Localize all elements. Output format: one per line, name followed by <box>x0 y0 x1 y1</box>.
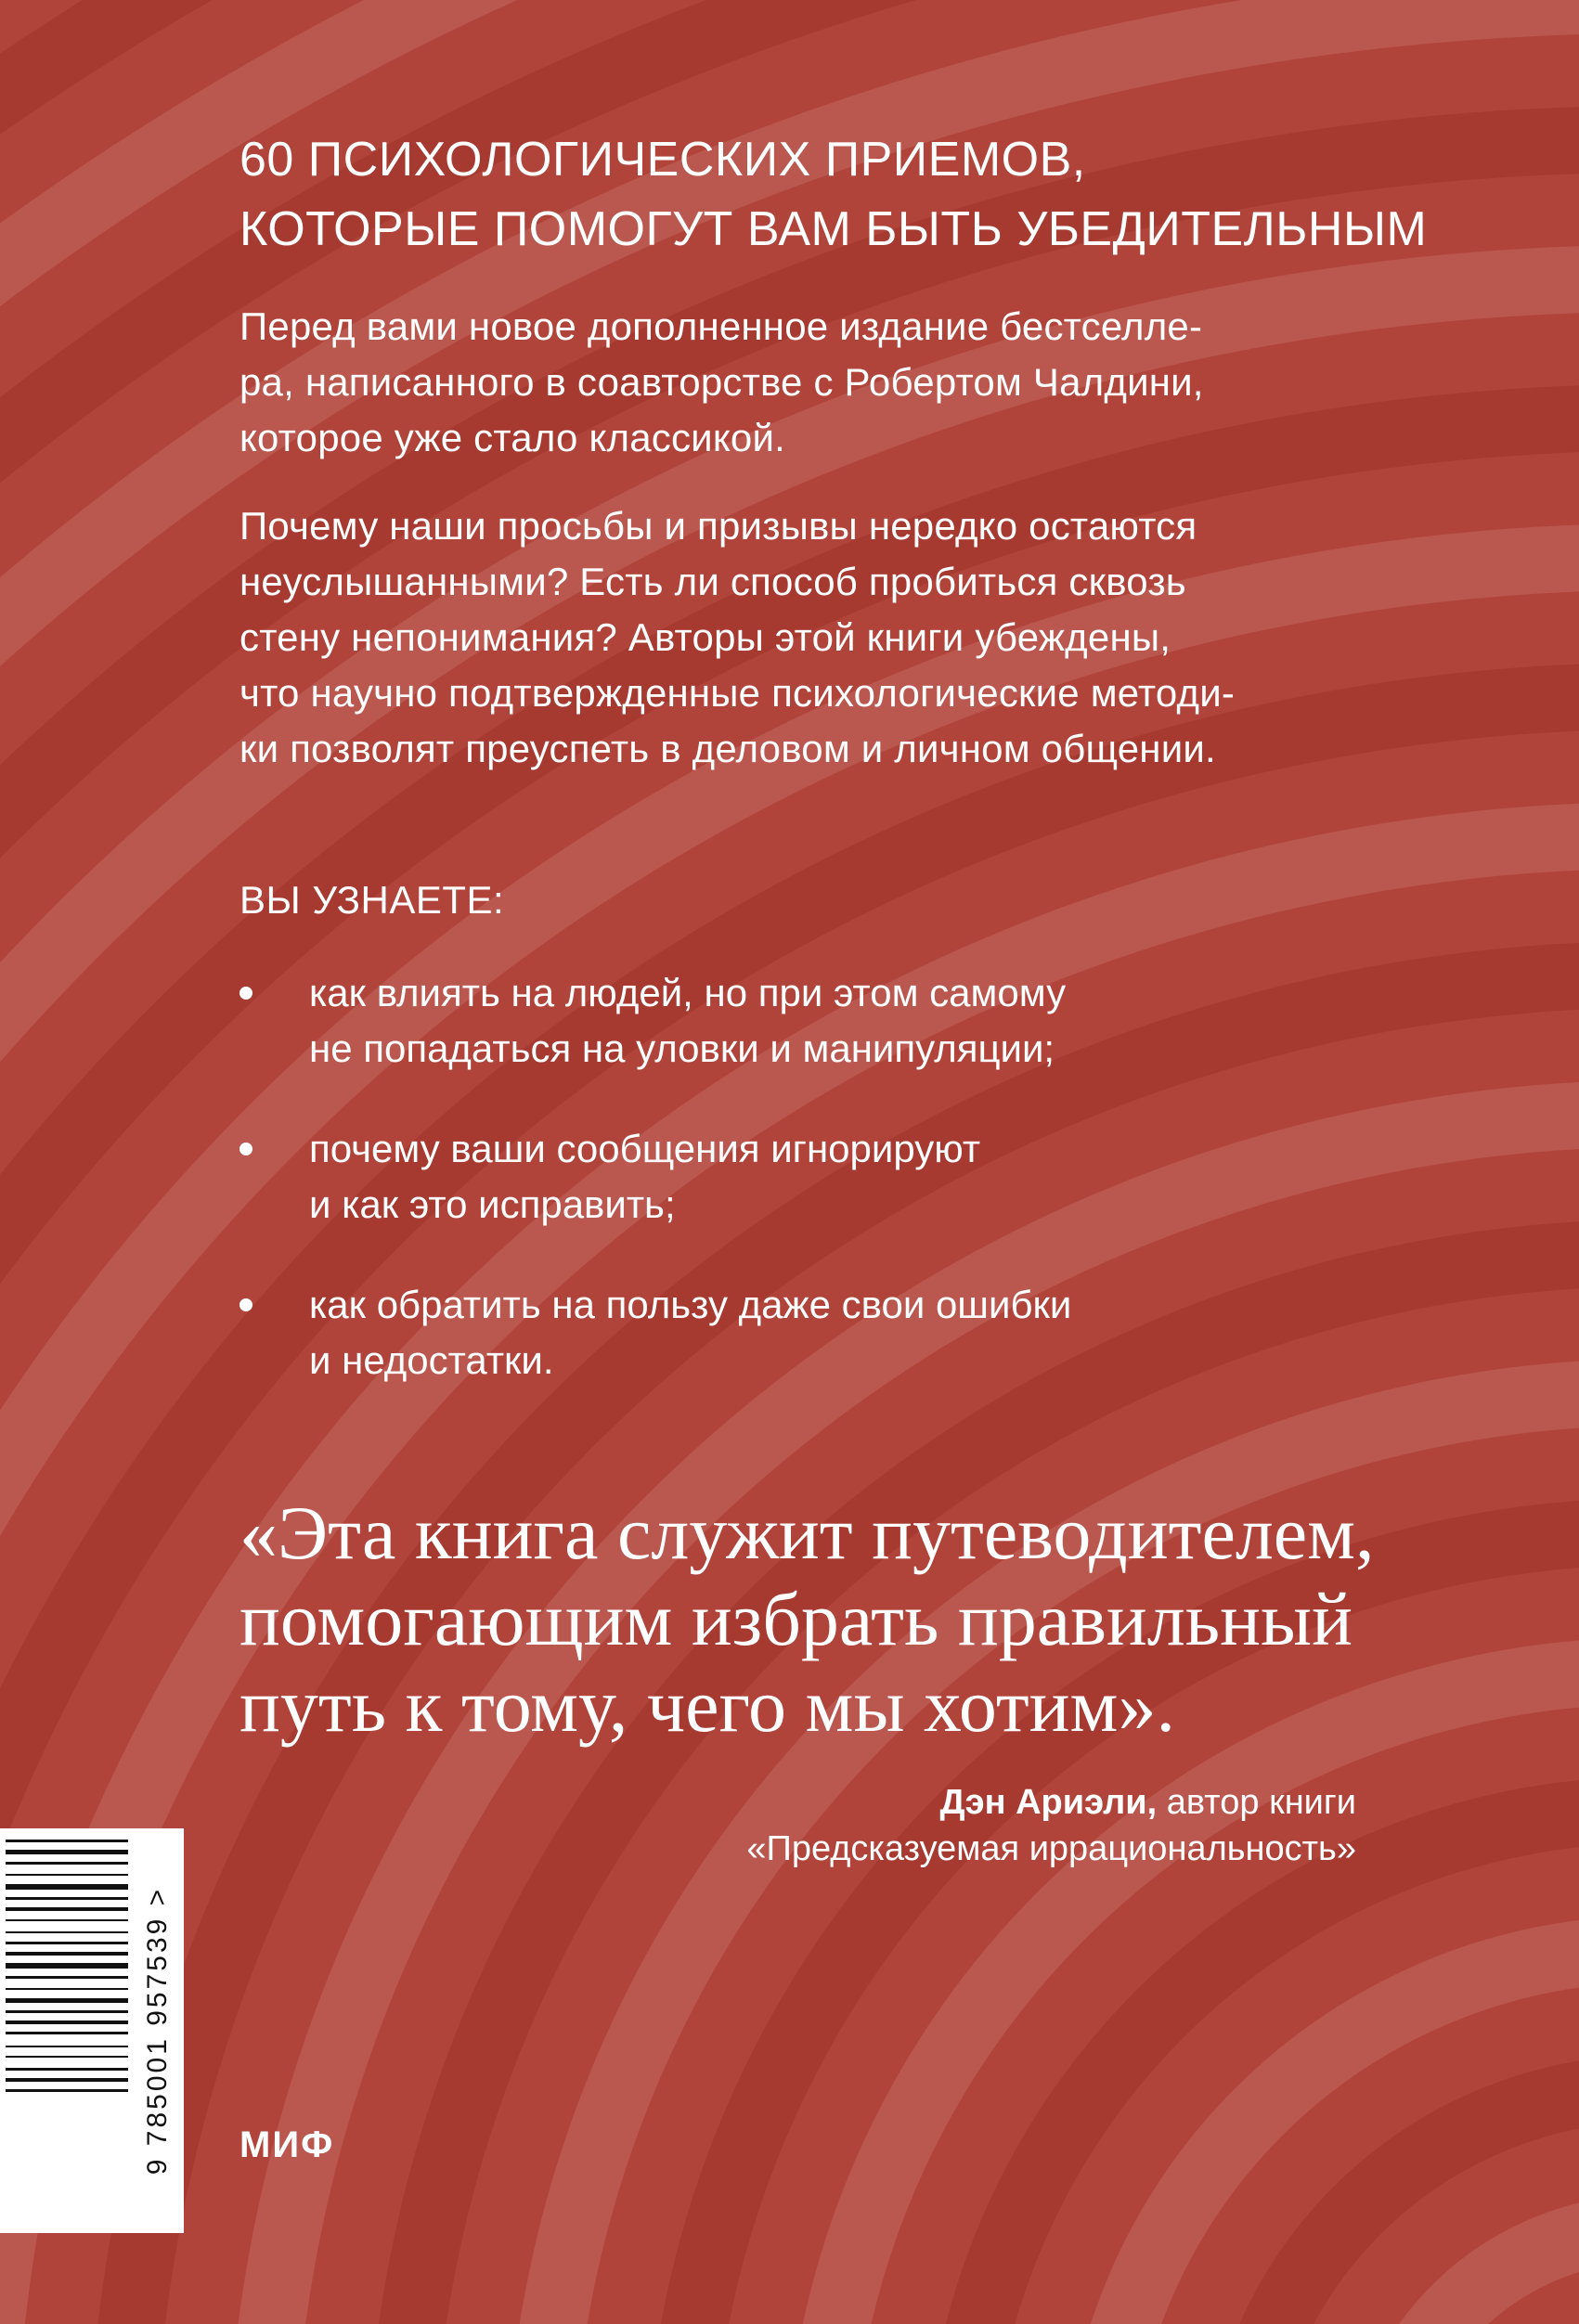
learn-item-line: почему ваши сообщения игнорируют <box>309 1127 981 1170</box>
learn-item-line: и недостатки. <box>309 1338 554 1382</box>
headline-line: 60 ПСИХОЛОГИЧЕСКИХ ПРИЕМОВ, <box>239 133 1086 187</box>
barcode-bar <box>6 1874 128 1876</box>
quote-line: «Эта книга служит путеводителем, <box>239 1491 1375 1575</box>
body-line: ки позволят преуспеть в деловом и личном общении. <box>239 727 1216 770</box>
barcode-bar <box>6 1988 128 1990</box>
learn-item-text <box>309 1121 1446 1233</box>
barcode-bar <box>6 2078 128 2082</box>
learn-list <box>239 965 1446 1433</box>
quote-attribution <box>746 1779 1356 1872</box>
learn-item-text <box>309 965 1446 1077</box>
learn-list-item <box>239 1121 1446 1233</box>
barcode-bar <box>6 1942 128 1944</box>
learn-item-text <box>309 1277 1446 1388</box>
attribution-book-title: «Предсказуемая иррациональность» <box>746 1829 1356 1868</box>
learn-list-item <box>239 1277 1446 1388</box>
barcode-bar <box>6 2068 128 2071</box>
learn-item-line: как влиять на людей, но при этом самому <box>309 971 1067 1014</box>
body-line: Почему наши просьбы и призывы нередко остаются <box>239 504 1197 548</box>
barcode-bar <box>6 1998 128 2003</box>
isbn-number <box>139 1845 176 2216</box>
barcode-bar <box>6 2046 128 2047</box>
barcode-bar <box>6 1897 128 1900</box>
intro-paragraph <box>239 299 1446 466</box>
bullet-dot-icon <box>239 1298 252 1311</box>
intro-line: которое уже стало классикой. <box>239 416 785 459</box>
cover-headline <box>239 125 1446 265</box>
barcode-bar <box>6 2010 128 2013</box>
learn-heading: ВЫ УЗНАЕТЕ: <box>239 878 505 922</box>
author-name: Дэн Ариэли, <box>939 1783 1158 1822</box>
barcode-bar <box>6 1907 128 1911</box>
barcode-bar <box>6 1963 128 1969</box>
barcode-bar <box>6 2032 128 2034</box>
body-line: что научно подтвержденные психологические методи- <box>239 671 1236 715</box>
learn-list-item <box>239 965 1446 1077</box>
barcode-bar <box>6 1931 128 1933</box>
barcode-bar <box>6 1952 128 1956</box>
bullet-dot-icon <box>239 1143 252 1156</box>
author-role: автор книги <box>1157 1783 1356 1822</box>
barcode-bar <box>6 2021 128 2024</box>
intro-line: ра, написанного в соавторстве с Робертом Чалдини, <box>239 360 1204 404</box>
quote-line: помогающим избрать правильный <box>239 1577 1353 1661</box>
barcode-bars <box>0 1828 139 2233</box>
quote-line: путь к тому, чего мы хотим». <box>239 1663 1175 1748</box>
learn-item-line: не попадаться на уловки и манипуляции; <box>309 1026 1055 1070</box>
barcode-bar <box>6 1862 128 1865</box>
body-line: стену непонимания? Авторы этой книги убеждены, <box>239 615 1171 659</box>
headline-line: КОТОРЫЕ ПОМОГУТ ВАМ БЫТЬ УБЕДИТЕЛЬНЫМ <box>239 202 1428 256</box>
attribution-author-line <box>746 1779 1356 1826</box>
barcode-bar <box>6 1850 128 1854</box>
intro-line: Перед вами новое дополненное издание бестселле- <box>239 304 1203 348</box>
bullet-dot-icon <box>239 987 252 1000</box>
barcode-bar <box>6 2089 128 2092</box>
barcode-bar <box>6 2056 128 2058</box>
barcode-bar <box>6 1840 128 1842</box>
publisher-logo: МИФ <box>239 2124 335 2165</box>
body-paragraph <box>239 498 1446 777</box>
learn-item-line: и как это исправить; <box>309 1182 676 1226</box>
barcode-bar <box>6 1884 128 1890</box>
isbn-digits: 9 785001 957539 > <box>142 1886 173 2176</box>
barcode-bar <box>6 1919 128 1921</box>
body-line: неуслышанными? Есть ли способ пробиться сквозь <box>239 560 1186 603</box>
endorsement-quote <box>239 1490 1493 1749</box>
learn-item-line: как обратить на пользу даже свои ошибки <box>309 1283 1072 1326</box>
barcode-bar <box>6 1976 128 1979</box>
isbn-barcode <box>0 1828 184 2233</box>
